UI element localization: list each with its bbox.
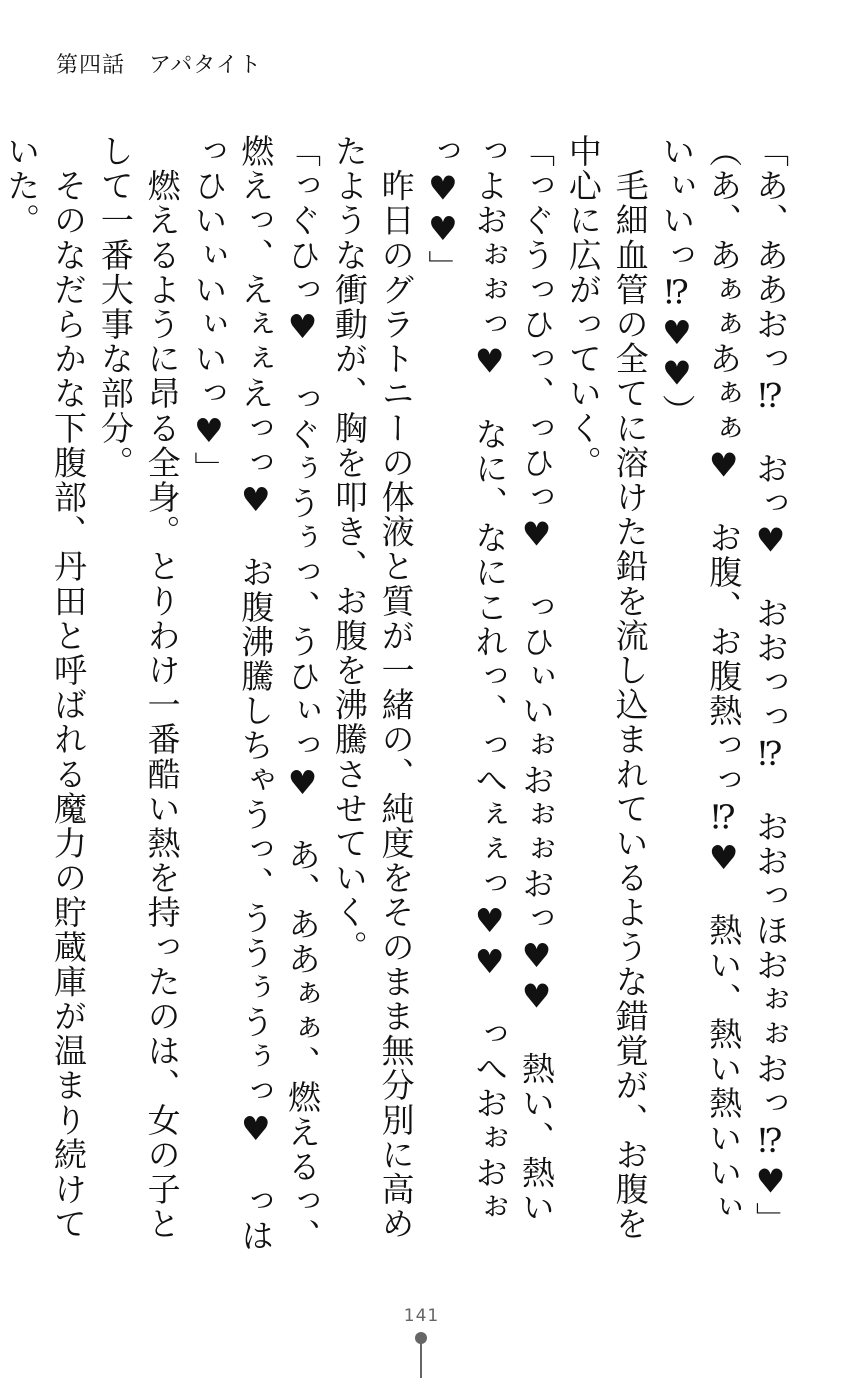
dialogue-line: 「っぐひっ♥ っぐぅうぅっ、うひぃっ♥ あ、ああぁぁ、燃えるっ、燃えっ、えぇぇえっっ♥ お腹沸騰しちゃうっ、ううぅうぅっ♥ っはっひいぃいぃいっ♥」 bbox=[189, 134, 323, 1254]
chapter-title: アパタイト bbox=[149, 53, 262, 78]
narration-paragraph: 燃えるように昂る全身。とりわけ一番酷い熱を持ったのは、女の子として一番大事な部分。 bbox=[95, 134, 182, 1242]
page-number: 141 bbox=[403, 1306, 440, 1326]
chapter-number: 第四話 bbox=[56, 53, 126, 78]
narration-paragraph: そのなだらかな下腹部、丹田と呼ばれる魔力の貯蔵庫が温まり続けていた。 bbox=[2, 134, 89, 1242]
folio-line bbox=[420, 1342, 422, 1378]
body-text bbox=[2, 134, 793, 1254]
running-head bbox=[56, 48, 262, 79]
dialogue-line: 「っぐうっひっ、っひっ♥ っひぃいぉおぉぉおっ♥♥ 熱い、熱いっよおぉぉっ♥ なに、なにこれっ、っへぇぇっ♥♥ っへおぉおぉっ♥♥」 bbox=[423, 134, 557, 1225]
narration-paragraph: 昨日のグラトニーの体液と質が一緒の、純度をそのまま無分別に高めたような衝動が、胸を叩き、お腹を沸騰させていく。 bbox=[329, 134, 416, 1242]
dialogue-line: （あ、あぁぁあぁぁ♥ お腹、お腹熱っっ⁉♥ 熱い、熱い熱いいぃいぃいっ⁉♥♥） bbox=[657, 134, 744, 1225]
dialogue-line: 「あ、ああおっ⁉ おっ♥ おおっっ⁉ おおっほおぉぉおっ⁉♥」 bbox=[751, 134, 790, 1237]
narration-paragraph: 毛細血管の全てに溶けた鉛を流し込まれているような錯覚が、お腹を中心に広がっていく。 bbox=[563, 134, 650, 1242]
